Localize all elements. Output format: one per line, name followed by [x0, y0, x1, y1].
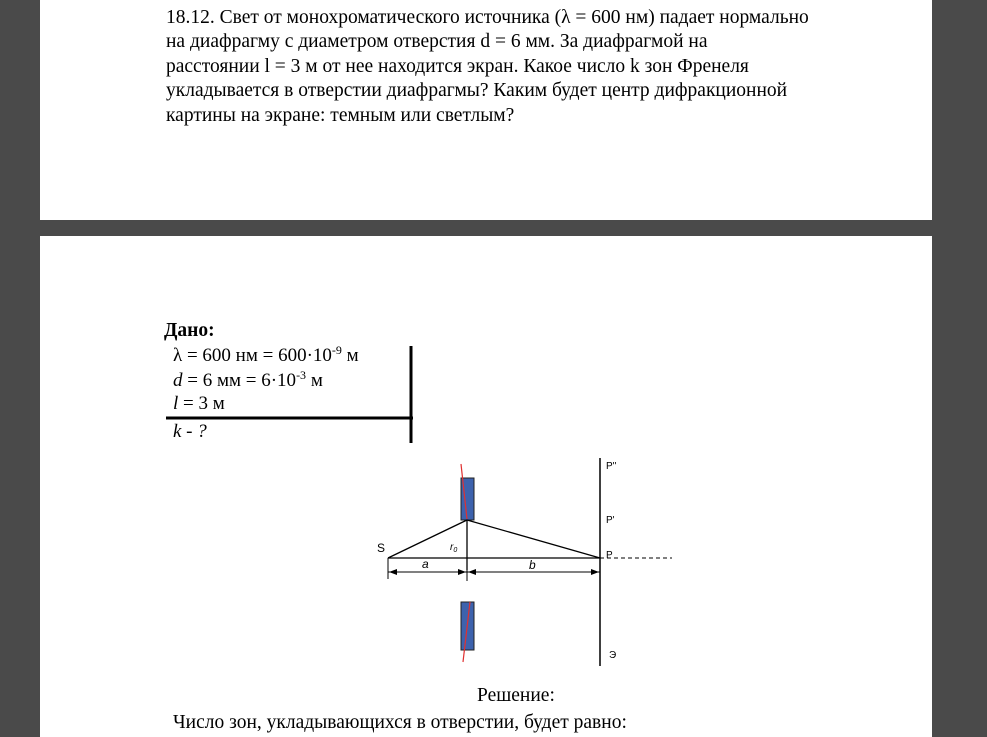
arrow-a-left — [389, 569, 397, 575]
label-screen: Э — [609, 650, 617, 661]
given-find: k - ? — [173, 421, 207, 442]
label-p1: P' — [606, 515, 615, 526]
arrow-b-right — [591, 569, 599, 575]
problem-line: картины на экране: темным или светлым? — [166, 104, 515, 126]
page-1 — [40, 0, 932, 220]
problem-line: расстоянии l = 3 м от нее находится экран. Какое число k зон Френеля — [166, 55, 749, 77]
fresnel-diagram — [40, 236, 932, 737]
problem-line: 18.12. Свет от монохроматического источника (λ = 600 нм) падает нормально — [166, 7, 809, 28]
arrow-b-left — [468, 569, 476, 575]
label-a: a — [422, 557, 429, 571]
given-lambda: λ = 600 нм = $600\cdot 10^{-9}$ м — [173, 343, 359, 366]
given-title: Дано: — [164, 320, 215, 341]
solution-text: Число зон, укладывающихся в отверстии, будет равно: — [173, 712, 627, 733]
problem-statement — [166, 6, 886, 128]
given-d: d = 6 мм = $6\cdot 10^{-3}$ м — [173, 368, 323, 391]
solution-title: Решение: — [477, 685, 555, 706]
ray-edge-to-p — [467, 520, 600, 558]
label-b: b — [529, 558, 536, 572]
page-2 — [40, 236, 932, 737]
given-l: l = 3 м — [173, 393, 225, 414]
label-p2: P'' — [606, 461, 617, 472]
problem-line: укладывается в отверстии диафрагмы? Каким будет центр дифракционной — [166, 80, 788, 102]
label-s: S — [377, 541, 386, 555]
label-p: P — [606, 550, 613, 561]
lambda-symbol: λ — [173, 345, 183, 366]
label-r0: $r_0$ — [450, 542, 458, 554]
arrow-a-right — [458, 569, 466, 575]
problem-line: на диафрагму с диаметром отверстия d = 6 мм. За диафрагмой на — [166, 31, 708, 53]
